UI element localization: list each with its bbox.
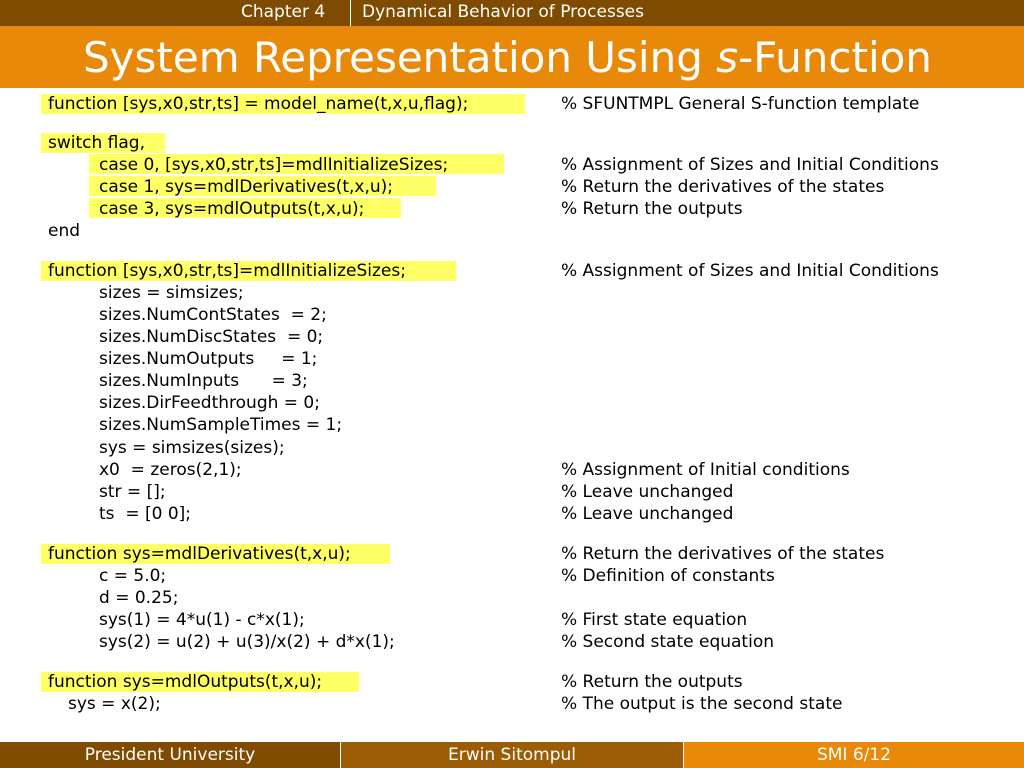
code-line: sizes.NumDiscStates = 0; xyxy=(99,327,324,347)
code-comment: % Return the derivatives of the states xyxy=(561,177,885,197)
code-comment: % SFUNTMPL General S-function template xyxy=(561,94,920,114)
code-line: c = 5.0; xyxy=(99,566,167,586)
code-comment: % Assignment of Initial conditions xyxy=(561,460,850,480)
code-comment: % First state equation xyxy=(561,610,748,630)
code-comment: % Leave unchanged xyxy=(561,482,734,502)
code-comment: % Assignment of Sizes and Initial Conditions xyxy=(561,261,939,281)
code-line: sizes = simsizes; xyxy=(99,283,244,303)
code-comment: % Leave unchanged xyxy=(561,504,734,524)
code-line: str = []; xyxy=(99,482,166,502)
code-line: case 3, sys=mdlOutputs(t,x,u); xyxy=(99,199,365,219)
code-listing xyxy=(0,88,1024,742)
code-line: sys = x(2); xyxy=(68,694,161,714)
header-divider xyxy=(350,0,351,26)
chapter-header-bar xyxy=(0,0,1024,26)
code-comment: % Return the outputs xyxy=(561,199,743,219)
code-line: case 0, [sys,x0,str,ts]=mdlInitializeSizes; xyxy=(99,155,449,175)
code-line: ts = [0 0]; xyxy=(99,504,192,524)
code-line: function sys=mdlDerivatives(t,x,u); xyxy=(48,544,351,564)
code-line: sizes.DirFeedthrough = 0; xyxy=(99,393,320,413)
footer-author: Erwin Sitompul xyxy=(341,742,683,768)
code-line: sys = simsizes(sizes); xyxy=(99,438,285,458)
code-line: sizes.NumContStates = 2; xyxy=(99,305,327,325)
code-line: function sys=mdlOutputs(t,x,u); xyxy=(48,672,323,692)
slide-title xyxy=(83,33,932,83)
code-line: sizes.NumSampleTimes = 1; xyxy=(99,415,343,435)
slide-title-suffix: -Function xyxy=(738,33,932,82)
code-line: sys(2) = u(2) + u(3)/x(2) + d*x(1); xyxy=(99,632,395,652)
footer-institution: President University xyxy=(0,742,340,768)
slide-title-italic: s xyxy=(716,33,739,82)
code-line: sizes.NumOutputs = 1; xyxy=(99,349,318,369)
footer-page-number: SMI 6/12 xyxy=(684,742,1024,768)
code-line: sizes.NumInputs = 3; xyxy=(99,371,308,391)
slide-title-prefix: System Representation Using xyxy=(83,33,717,82)
code-line: function [sys,x0,str,ts] = model_name(t,x,u,flag); xyxy=(48,94,469,114)
chapter-title: Dynamical Behavior of Processes xyxy=(362,2,645,22)
code-line: x0 = zeros(2,1); xyxy=(99,460,242,480)
code-line: end xyxy=(48,221,81,241)
code-comment: % Assignment of Sizes and Initial Conditions xyxy=(561,155,939,175)
code-line: sys(1) = 4*u(1) - c*x(1); xyxy=(99,610,305,630)
chapter-label: Chapter 4 xyxy=(241,2,326,22)
code-comment: % The output is the second state xyxy=(561,694,843,714)
code-comment: % Definition of constants xyxy=(561,566,775,586)
code-comment: % Return the derivatives of the states xyxy=(561,544,885,564)
code-comment: % Second state equation xyxy=(561,632,774,652)
code-line: function [sys,x0,str,ts]=mdlInitializeSizes; xyxy=(48,261,406,281)
code-line: d = 0.25; xyxy=(99,588,179,608)
code-line: switch flag, xyxy=(48,133,145,153)
code-line: case 1, sys=mdlDerivatives(t,x,u); xyxy=(99,177,394,197)
slide-footer xyxy=(0,742,1024,768)
code-comment: % Return the outputs xyxy=(561,672,743,692)
slide-title-bar xyxy=(0,26,1024,88)
